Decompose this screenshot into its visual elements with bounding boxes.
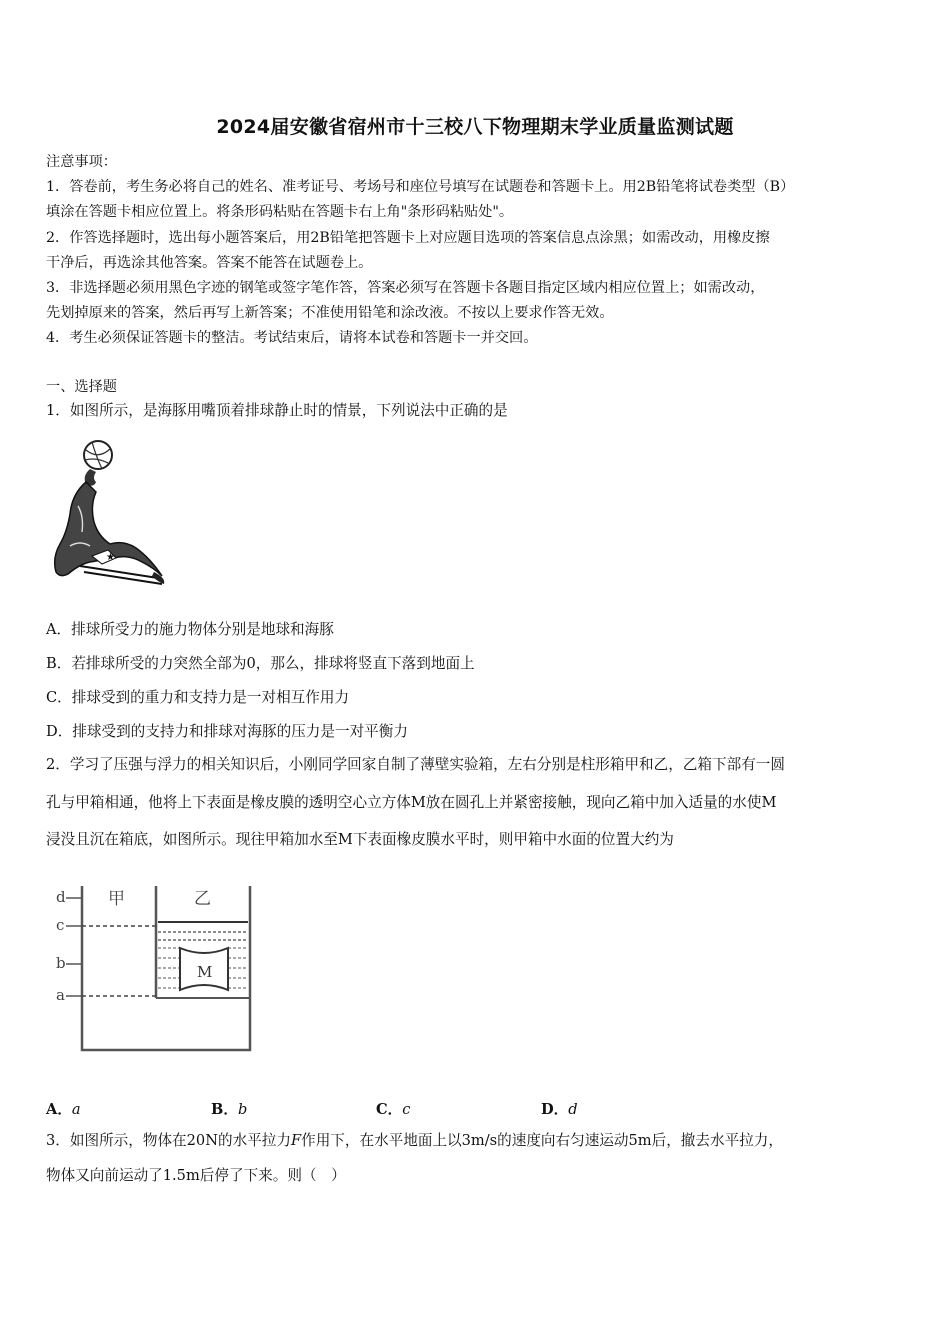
q2-option-d[interactable] bbox=[541, 1098, 578, 1119]
q3-stem-part: 作用下，在水平地面上以3m/s的速度向右匀速运动5m后，撤去水平拉力， bbox=[301, 1132, 783, 1149]
question-2-stem: 浸没且沉在箱底，如图所示。现往甲箱加水至M下表面橡皮膜水平时，则甲箱中水面的位置大约为 bbox=[46, 831, 674, 848]
option-letter: B． bbox=[211, 1101, 238, 1118]
q1-option-a[interactable]: A．排球所受力的施力物体分别是地球和海豚 bbox=[46, 621, 334, 638]
notes-line: 1．答卷前，考生务必将自己的姓名、准考证号、考场号和座位号填写在试题卷和答题卡上。用2B铅笔将试卷类型（B） bbox=[46, 179, 795, 195]
tank-figure bbox=[52, 878, 262, 1058]
q3-force-symbol: F bbox=[290, 1132, 302, 1149]
q1-option-b[interactable]: B．若排球所受的力突然全部为0，那么，排球将竖直下落到地面上 bbox=[46, 655, 475, 672]
notes-line: 填涂在答题卡相应位置上。将条形码粘贴在答题卡右上角"条形码粘贴处"。 bbox=[46, 204, 514, 220]
question-3-stem: 物体又向前运动了1.5m后停了下来。则（ ） bbox=[46, 1167, 346, 1184]
level-label-d: d bbox=[56, 888, 66, 906]
option-value: b bbox=[237, 1101, 248, 1118]
level-label-b: b bbox=[56, 954, 66, 972]
level-label-c: c bbox=[56, 916, 65, 934]
q2-option-a[interactable] bbox=[46, 1098, 81, 1119]
notes-line: 先划掉原来的答案，然后再写上新答案；不准使用铅笔和涂改液。不按以上要求作答无效。 bbox=[46, 305, 614, 321]
level-label-a: a bbox=[56, 986, 65, 1004]
q2-option-c[interactable] bbox=[376, 1098, 410, 1119]
notes-line: 3．非选择题必须用黑色字迹的钢笔或签字笔作答，答案必须写在答题卡各题目指定区域内相应位置上；如需改动， bbox=[46, 280, 765, 296]
option-value: c bbox=[402, 1101, 411, 1118]
q3-stem-part: 3．如图所示，物体在20N的水平拉力 bbox=[46, 1132, 291, 1149]
notes-heading: 注意事项： bbox=[46, 154, 117, 170]
notes-line: 2．作答选择题时，选出每小题答案后，用2B铅笔把答题卡上对应题目选项的答案信息点涂黑；如需改动，用橡皮擦 bbox=[46, 230, 770, 246]
option-letter: C． bbox=[376, 1101, 403, 1118]
option-letter: D． bbox=[541, 1101, 569, 1118]
notes-line: 干净后，再选涂其他答案。答案不能答在试题卷上。 bbox=[46, 255, 373, 271]
question-3-stem bbox=[46, 1131, 906, 1151]
cube-label: M bbox=[197, 963, 213, 981]
svg-text:★: ★ bbox=[106, 552, 115, 563]
notes-line: 4．考生必须保证答题卡的整洁。考试结束后，请将本试卷和答题卡一并交回。 bbox=[46, 330, 538, 346]
tank-right-label: 乙 bbox=[194, 889, 211, 909]
option-value: d bbox=[568, 1101, 578, 1118]
option-letter: A． bbox=[46, 1101, 72, 1118]
q1-option-d[interactable]: D．排球受到的支持力和排球对海豚的压力是一对平衡力 bbox=[46, 723, 408, 740]
question-1-stem: 1．如图所示，是海豚用嘴顶着排球静止时的情景，下列说法中正确的是 bbox=[46, 402, 508, 419]
dolphin-ball-figure bbox=[50, 436, 175, 586]
question-2-stem: 2．学习了压强与浮力的相关知识后，小刚同学回家自制了薄壁实验箱，左右分别是柱形箱甲和乙，乙箱下部有一圆 bbox=[46, 756, 785, 773]
section-heading: 一、选择题 bbox=[46, 379, 117, 395]
question-2-stem: 孔与甲箱相通，他将上下表面是橡皮膜的透明空心立方体M放在圆孔上并紧密接触，现向乙箱中加入适量的水使M bbox=[46, 794, 777, 811]
page-title: 2024届安徽省宿州市十三校八下物理期末学业质量监测试题 bbox=[216, 116, 734, 138]
option-value: a bbox=[71, 1101, 81, 1118]
q1-option-c[interactable]: C．排球受到的重力和支持力是一对相互作用力 bbox=[46, 689, 350, 706]
tank-left-label: 甲 bbox=[108, 889, 125, 909]
q2-option-b[interactable] bbox=[211, 1098, 247, 1119]
